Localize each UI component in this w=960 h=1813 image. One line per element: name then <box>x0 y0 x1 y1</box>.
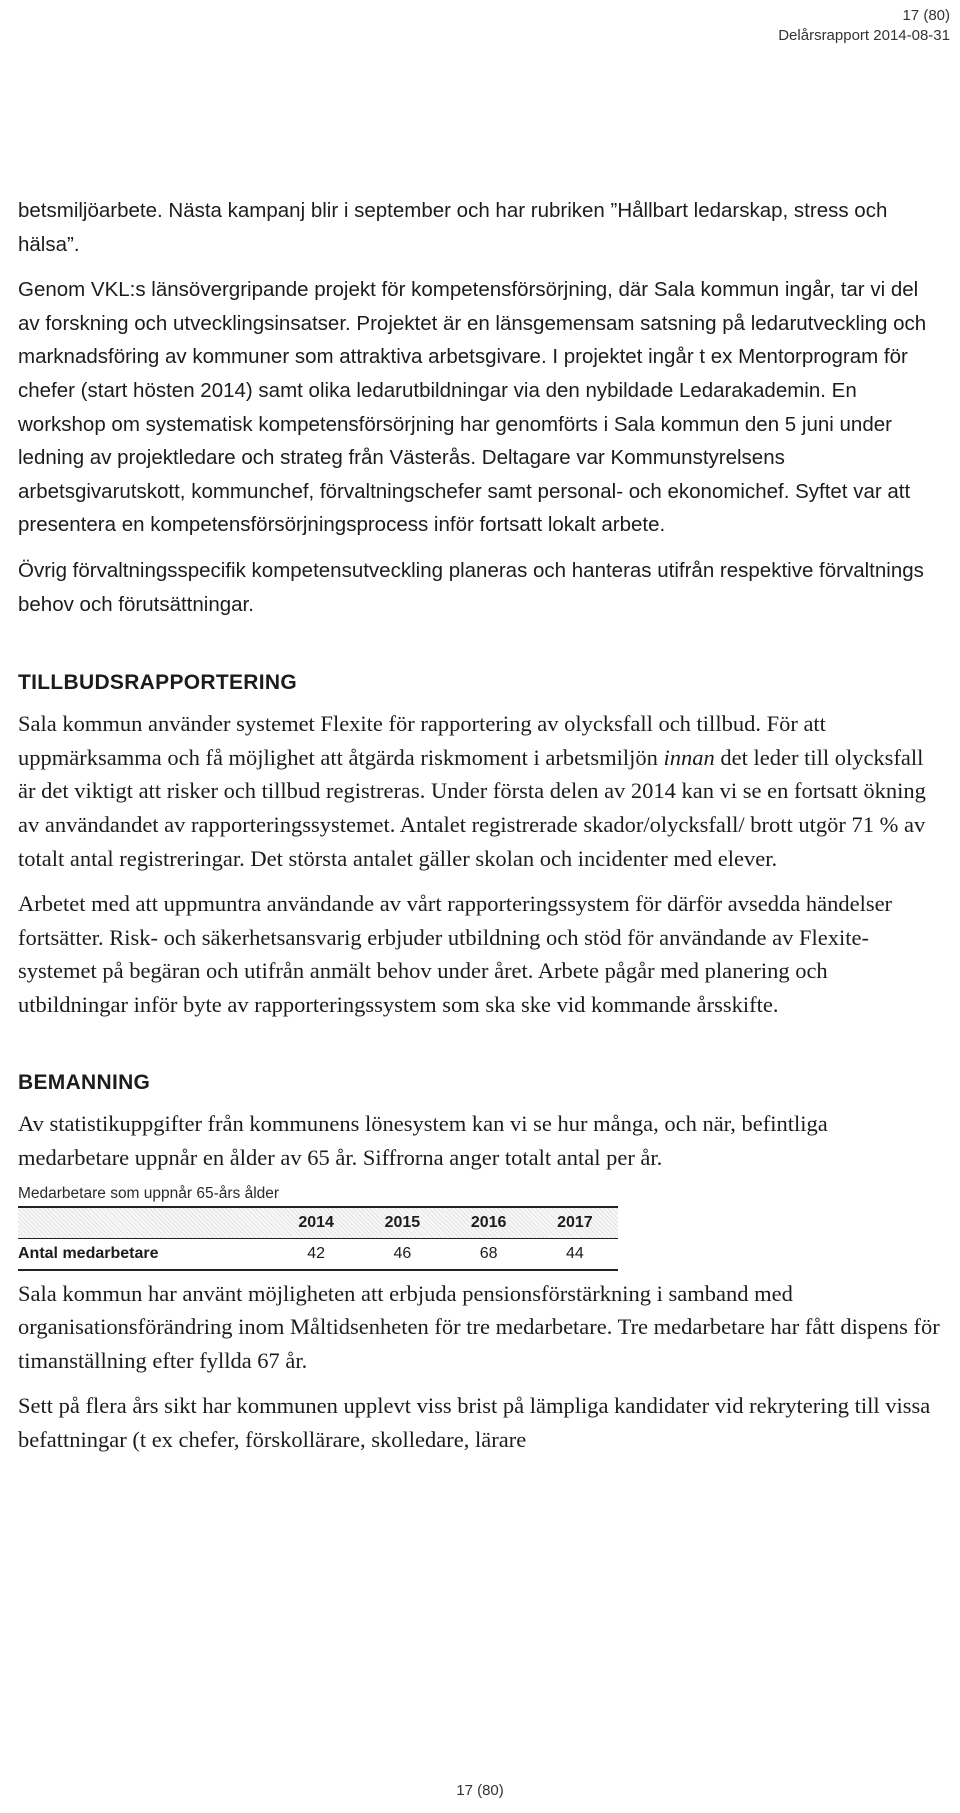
table-header-row <box>18 1207 618 1239</box>
page-header <box>778 6 950 46</box>
retirement-table <box>18 1206 618 1271</box>
paragraph-statistik: Av statistikuppgifter från kommunens lönesystem kan vi se hur många, och när, befintliga medarbetare uppnår en ålder av 65 år. Siffrorna anger totalt antal per år. <box>18 1111 828 1171</box>
table-cell-2016: 68 <box>479 1244 498 1262</box>
page-number: 17 (80) <box>902 7 950 24</box>
table-header-2014: 2014 <box>298 1213 334 1231</box>
page-footer: 17 (80) <box>456 1782 504 1799</box>
heading-tillbudsrapportering: TILLBUDSRAPPORTERING <box>18 671 297 695</box>
paragraph-flexite <box>18 707 943 875</box>
document-body <box>18 194 943 1457</box>
paragraph-arbetsmiljo: betsmiljöarbete. Nästa kampanj blir i september och har rubriken ”Hållbart ledarskap, stress och hälsa”. <box>18 199 888 256</box>
table-header-2017: 2017 <box>557 1213 593 1231</box>
table-cell-2014: 42 <box>307 1244 326 1262</box>
table-header-empty <box>18 1207 273 1239</box>
emphasis-innan: innan <box>663 744 715 770</box>
table-header-2015: 2015 <box>384 1213 421 1231</box>
table-caption: Medarbetare som uppnår 65-års ålder <box>18 1184 280 1202</box>
table-cell-2015: 46 <box>393 1244 412 1262</box>
paragraph-kompetensutveckling: Övrig förvaltningsspecifik kompetensutveckling planeras och hanteras utifrån respektive förvaltnings behov och förutsättningar. <box>18 558 924 616</box>
table-row-label: Antal medarbetare <box>18 1244 159 1262</box>
paragraph-rekrytering: Sett på flera års sikt har kommunen upplevt viss brist på lämpliga kandidater vid rekrytering till vissa befattningar (t ex chefer, förskollärare, skolledare, lärare <box>18 1393 931 1453</box>
paragraph-pensionsforstarkning: Sala kommun har använt möjligheten att erbjuda pensionsförstärkning i samband med organisationsförändring inom Måltidsenheten för tre medarbetare. Tre medarbetare har fått dispens för timanställning efter fyllda 67 år. <box>18 1280 940 1373</box>
report-title: Delårsrapport 2014-08-31 <box>778 27 950 44</box>
paragraph-flexite-part1: Sala kommun använder systemet Flexite för rapportering av olycksfall och tillbud. För att uppmärksamma och få möjlighet att åtgärda riskmoment i arbetsmiljön <box>18 711 826 770</box>
table-row <box>18 1238 618 1270</box>
paragraph-kompetensforsorjning: Genom VKL:s länsövergripande projekt för kompetensförsörjning, där Sala kommun ingår, tar vi del av forskning och utvecklingsinsatser. Projektet är en länsgemensam satsning på ledarutveckling och marknadsföring av kommuner som attraktiva arbetsgivare. I projektet ingår t ex Mentorprogram för chefer (start hösten 2014) samt olika ledarutbildningar via den nybildade Ledarakademin. En workshop om systematisk kompetensförsörjning har genomförts i Sala kommun den 5 juni under ledning av projektledare och strateg från Västerås. Deltagare var Kommunstyrelsens arbetsgivarutskott, kommunchef, förvaltningschefer samt personal- och ekonomichef. Syftet var att presentera en kompetensförsörjningsprocess inför fortsatt lokalt arbete. <box>18 278 927 537</box>
paragraph-flexite-part2: det leder till olycksfall är det viktigt att risker och tillbud registreras. Under första delen av 2014 kan vi se en fortsatt ökning av användandet av rapporteringssystemet. Antalet registrerade skador/olycksfall/ brott utgör 71 % av totalt antal registreringar. Det största antalet gäller skolan och incidenter med elever. <box>18 744 926 871</box>
paragraph-rapporteringssystem: Arbetet med att uppmuntra användande av vårt rapporteringssystem för därför avsedda händelser fortsätter. Risk- och säkerhetsansvarig erbjuder utbildning och stöd för användande av Flexite-systemet på begäran och utifrån anmält behov under året. Arbete pågår med planering och utbildningar inför byte av rapporteringssystem som ska ske vid kommande årsskifte. <box>18 891 893 1017</box>
heading-bemanning: BEMANNING <box>18 1071 151 1095</box>
table-header-2016: 2016 <box>470 1213 507 1231</box>
table-cell-2017: 44 <box>565 1244 584 1262</box>
